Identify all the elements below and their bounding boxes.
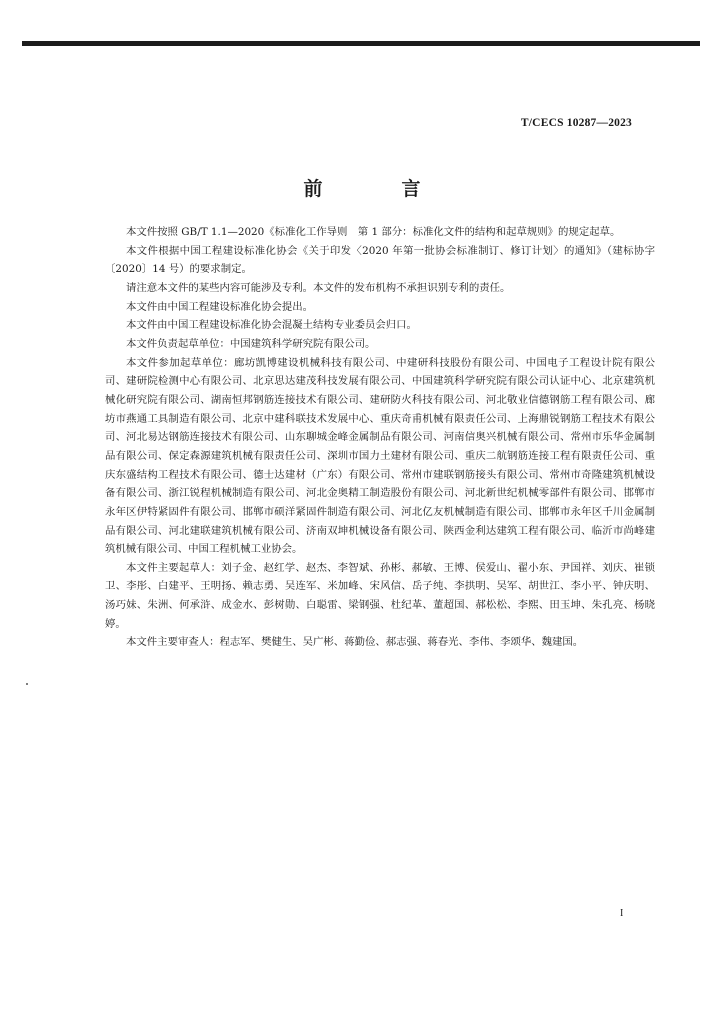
paragraph-proposer: 本文件由中国工程建设标准化协会提出。 [126,300,314,313]
scan-artifact [26,683,28,685]
paragraph-lead-drafter: 本文件负责起草单位：中国建筑科学研究院有限公司。 [126,337,376,350]
page-number: I [620,908,624,919]
paragraph-plan-notice: 本文件根据中国工程建设标准化协会《关于印发〈2020 年第一批协会标准制订、修订计划〉的通知》（建标协字〔2020〕14 号）的要求制定。 [105,244,655,276]
paragraph-main-drafters: 本文件主要起草人：刘子金、赵红学、赵杰、李智斌、孙彬、郝敏、王博、侯爱山、翟小东、尹国祥、刘庆、崔锁卫、李彤、白建平、王明扬、赖志勇、吴连军、米加峰、宋风信、岳子纯、李拱明、吴军、胡世江、李小平、钟庆明、汤巧妹、朱洲、何承浒、成金水、彭树勋、白聪雷、梁钢强、杜纪革、董超国、郝松松、李熙、田玉坤、朱孔亮、杨晓婷。 [105,561,655,630]
paragraph-patent-notice: 请注意本文件的某些内容可能涉及专利。本文件的发布机构不承担识别专利的责任。 [126,281,511,294]
paragraph-committee: 本文件由中国工程建设标准化协会混凝土结构专业委员会归口。 [126,319,417,332]
paragraph-drafting-rules: 本文件按照 GB/T 1.1—2020《标准化工作导则 第 1 部分：标准化文件的结构和起草规则》的规定起草。 [126,226,621,238]
foreword-body [105,223,655,652]
header-rule [22,41,700,46]
paragraph-main-reviewers: 本文件主要审查人：程志军、樊健生、吴广彬、蒋勤俭、郝志强、蒋春光、李伟、李颂华、魏建国。 [126,636,584,649]
paragraph-participating-units: 本文件参加起草单位：廊坊凯博建设机械科技有限公司、中建研科技股份有限公司、中国电子工程设计院有限公司、建研院检测中心有限公司、北京思达建茂科技发展有限公司、中国建筑科学研究院有限公司认证中心、北京建筑机械化研究院有限公司、湖南恒邦钢筋连接技术有限公司、建研防火科技有限公司、河北敬业信德钢筋工程有限公司、廊坊市燕通工具制造有限公司、北京中建科联技术发展中心、重庆奇甫机械有限责任公司、上海鼎锐钢筋工程技术有限公司、河北易达钢筋连接技术有限公司、山东聊城金峰金属制品有限公司、河南信奥兴机械有限公司、常州市乐华金属制品有限公司、保定森源建筑机械有限责任公司、深圳市国力土建材有限公司、重庆二航钢筋连接工程有限责任公司、重庆东盛结构工程技术有限公司、德士达建材（广东）有限公司、常州市建联钢筋接头有限公司、常州市奇隆建筑机械设备有限公司、浙江锐程机械制造有限公司、河北金奥精工制造股份有限公司、河北新世纪机械零部件有限公司、邯郸市永年区伊特紧固件有限公司、邯郸市硕洋紧固件制造有限公司、河北亿友机械制造有限公司、邯郸市永年区千川金属制品有限公司、河北建联建筑机械有限公司、济南双坤机械设备有限公司、陕西金利达建筑工程有限公司、临沂市尚峰建筑机械有限公司、中国工程机械工业协会。 [105,356,655,556]
page-title: 前 言 [303,178,451,200]
standard-code: T/CECS 10287—2023 [520,117,632,129]
